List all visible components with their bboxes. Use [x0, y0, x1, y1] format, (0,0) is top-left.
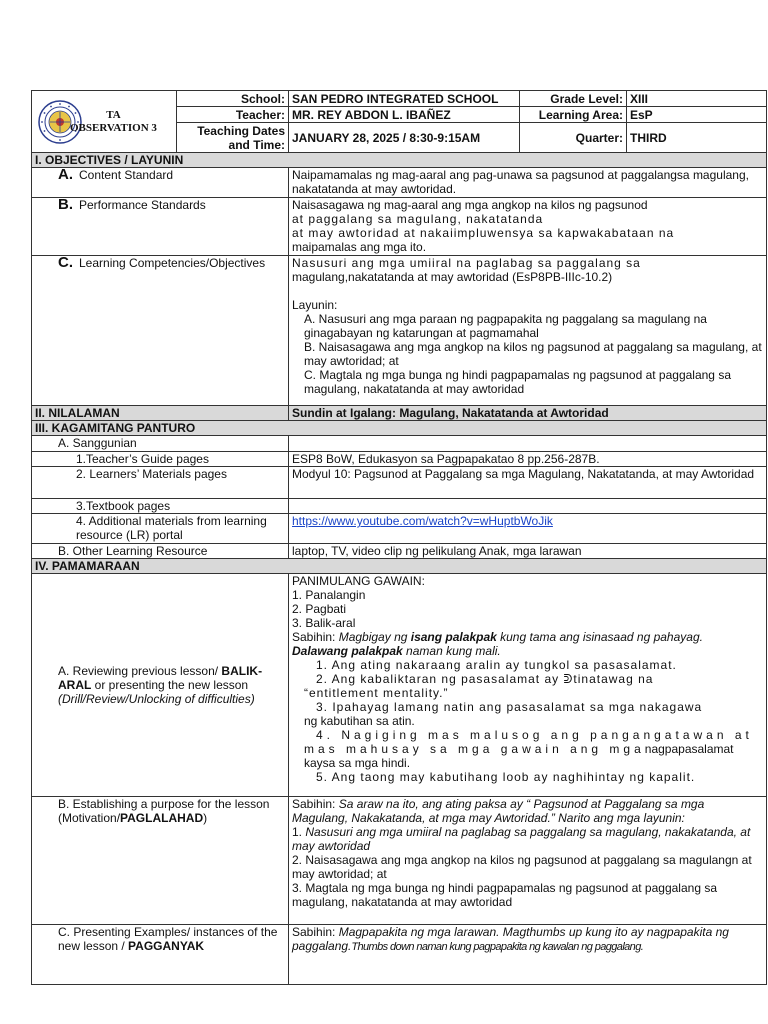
quarter-label: Quarter: — [520, 123, 627, 153]
header-table — [31, 90, 767, 153]
review-item-1: 1. Ang ating nakaraang aralin ay tungkol sa pasasalamat. — [316, 658, 677, 672]
learning-competencies-text: Nasusuri ang mga umiiral na paglabag sa paggalang sa magulang,nakatatanda at may awtoridad (EsP8PB-IIIc-10.2) Layunin: A. Nasusuri ang mga paraan ng pagpapakita ng paggalang sa magulang na ginagabayan ng katarungan at pagmamahal B. Naisasagawa ang mga angkop na kilos ng pagsunod at paggalang sa magulang, at may awtoridad; at C. Magtala ng mga bunga ng hindi pagpapamalas ng pagsunod at paggalang sa magulang, nakatatanda at may awtoridad — [289, 256, 767, 406]
learning-area-value: EsP — [627, 107, 767, 123]
school-label: School: — [177, 91, 289, 107]
teacher-value: MR. REY ABDON L. IBAÑEZ — [289, 107, 520, 123]
review-lesson-label: A. Reviewing previous lesson/ BALIK-ARAL or presenting the new lesson (Drill/Review/Unlocking of difficulties) — [32, 574, 289, 797]
purpose-label: B. Establishing a purpose for the lesson (Motivation/PAGLALAHAD) — [32, 797, 289, 925]
observation-title: TA OBSERVATION 3 — [70, 108, 157, 134]
content-standard-text: Naipamamalas ng mag-aaral ang pag-unawa sa pagsunod at paggalangsa magulang, nakatatanda at may awtoridad. — [289, 168, 767, 198]
section-objectives-heading: I. OBJECTIVES / LAYUNIN — [32, 153, 767, 168]
youtube-link[interactable]: https://www.youtube.com/watch?v=wHuptbWoJik — [292, 514, 553, 528]
broken-glyph-icon: ᕲ — [563, 672, 574, 686]
learners-materials-label: 2. Learners’ Materials pages — [32, 467, 289, 499]
review-item-3: 3. Ipahayag lamang natin ang pasasalamat sa mga nakagawa — [316, 700, 703, 714]
grade-level-label: Grade Level: — [520, 91, 627, 107]
references-value — [289, 436, 767, 452]
performance-standards-text: Naisasagawa ng mag-aaral ang mga angkop na kilos ng pagsunod at paggalang sa magulang, nakatatanda at may awtoridad at nakaiimpluwensya sa kapwakabataan na maipamalas ang mga ito. — [289, 198, 767, 256]
performance-standards-label: B. Performance Standards — [32, 198, 289, 256]
section-procedure-heading: IV. PAMAMARAAN — [32, 559, 767, 574]
references-label: A. Sanggunian — [32, 436, 289, 452]
section-resources-heading: III. KAGAMITANG PANTURO — [32, 421, 767, 436]
objective-a: A. Nasusuri ang mga paraan ng pagpapakita ng paggalang sa magulang na ginagabayan ng katarungan at pagmamahal — [304, 312, 707, 340]
learning-competencies-label: C. Learning Competencies/Objectives — [32, 256, 289, 406]
purpose-content: Sabihin: Sa araw na ito, ang ating paksa ay “ Pagsunod at Paggalang sa mga Magulang, Nakakatanda, at mga may Awtoridad.” Narito ang mga layunin: 1. Nasusuri ang mga umiiral na paglabag sa paggalang sa magulang, nakakatanda, at may awtoridad 2. Naisasagawa ang mga angkop na kilos ng pagsunod at paggalang sa magulangn at may awtoridad; at 3. Magtala ng mga bunga ng hindi pagpapamalas ng pagsunod at paggalang sa magulang, nakatatanda at may awtoridad — [289, 797, 767, 925]
teachers-guide-value: ESP8 BoW, Edukasyon sa Pagpapakatao 8 pp.256-287B. — [289, 452, 767, 467]
other-resource-label: B. Other Learning Resource — [32, 544, 289, 559]
objective-c: C. Magtala ng mga bunga ng hindi pagpapamalas ng pagsunod at paggalang sa magulang, nakatatanda at may awtoridad — [304, 368, 731, 396]
presenting-examples-label: C. Presenting Examples/ instances of the new lesson / PAGGANYAK — [32, 925, 289, 985]
teaching-dates-label: Teaching Dates and Time: — [177, 123, 289, 153]
other-resource-value: laptop, TV, video clip ng pelikulang Anak, mga larawan — [289, 544, 767, 559]
objective-b: B. Naisasagawa ang mga angkop na kilos ng pagsunod at paggalang sa magulang, at may awtoridad; at — [304, 340, 762, 368]
review-item-4: 4. Nagiging mas malusog ang pangangatawan at — [316, 728, 753, 742]
teachers-guide-label: 1.Teacher’s Guide pages — [32, 452, 289, 467]
section-content-heading: II. NILALAMAN — [32, 406, 289, 421]
teacher-label: Teacher: — [177, 107, 289, 123]
textbook-pages-value — [289, 499, 767, 514]
review-item-2: 2. Ang kabaliktaran ng pasasalamat ay ᕲtinatawag na — [316, 672, 654, 686]
school-value: SAN PEDRO INTEGRATED SCHOOL — [289, 91, 520, 107]
grade-level-value: XIII — [627, 91, 767, 107]
learners-materials-value: Modyul 10: Pagsunod at Paggalang sa mga Magulang, Nakatatanda, at may Awtoridad — [289, 467, 767, 499]
content-topic: Sundin at Igalang: Magulang, Nakatatanda at Awtoridad — [289, 406, 767, 421]
content-standard-label: A. Content Standard — [32, 168, 289, 198]
additional-materials-value — [289, 514, 767, 544]
quarter-value: THIRD — [627, 123, 767, 153]
additional-materials-label: 4. Additional materials from learning resource (LR) portal — [32, 514, 289, 544]
lesson-plan-table — [31, 152, 767, 985]
presenting-examples-content: Sabihin: Magpapakita ng mga larawan. Magthumbs up kung ito ay nagpapakita ng paggalang.Thumbs down naman kung pagpapakita ng kawalan ng paggalang. — [289, 925, 767, 985]
teaching-dates-value: JANUARY 28, 2025 / 8:30-9:15AM — [289, 123, 520, 153]
review-lesson-content: PANIMULANG GAWAIN: 1. Panalangin 2. Pagbati 3. Balik-aral Sabihin: Magbigay ng isang palakpak kung tama ang isinasaad ng pahayag. Dalawang palakpak naman kung mali. 1. Ang ating nakaraang aralin ay tungkol sa pasasalamat. 2. Ang kabaliktaran ng pasasalamat ay ᕲtinatawag na “entitlement mentality.” 3. Ipahayag lamang natin ang pasasalamat sa mga nakagawa ng kabutihan sa atin. 4. Nagiging mas malusog ang pangangatawan at mas mahusay sa mga gawain ang mganagpapasalamat kaysa sa mga hindi. 5. Ang taong may kabutihang loob ay naghihintay ng kapalit. — [289, 574, 767, 797]
header-logo-cell — [32, 91, 177, 153]
review-item-5: 5. Ang taong may kabutihang loob ay naghihintay ng kapalit. — [316, 770, 696, 784]
learning-area-label: Learning Area: — [520, 107, 627, 123]
textbook-pages-label: 3.Textbook pages — [32, 499, 289, 514]
